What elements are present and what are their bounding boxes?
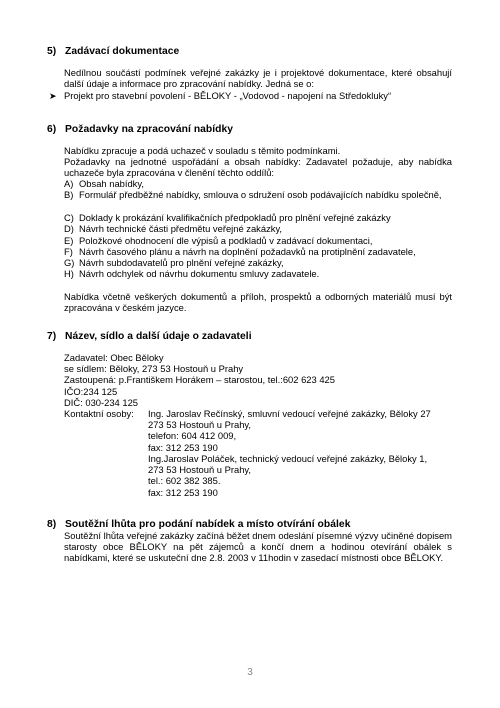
list-item-text: Doklady k prokázání kvalifikačních předpokladů pro plnění veřejné zakázky xyxy=(79,212,391,223)
list-item xyxy=(64,268,454,279)
registered-office: se sídlem: Běloky, 273 53 Hostouň u Prahy xyxy=(64,363,244,374)
list-item xyxy=(64,178,454,189)
section-6-title: Požadavky na zpracování nabídky xyxy=(65,124,234,135)
list-item xyxy=(64,235,454,246)
list-item-text: Návrh subdodavatelů pro plnění veřejné zakázky, xyxy=(79,257,284,268)
arrow-bullet-icon: ➤ xyxy=(49,91,57,101)
section-6-heading xyxy=(47,124,233,135)
section-8-number: 8) xyxy=(47,519,57,530)
list-item xyxy=(64,189,454,200)
section-5-title: Zadávací dokumentace xyxy=(65,46,180,57)
page-number: 3 xyxy=(247,667,253,678)
contact-persons-label: Kontaktní osoby: xyxy=(64,408,134,419)
contact-person-1 xyxy=(148,408,454,453)
section-7-heading xyxy=(47,331,252,342)
section-5-bullet xyxy=(49,90,391,102)
section-8-title: Soutěžní lhůta pro podání nabídek a místo otvírání obálek xyxy=(65,519,351,530)
section-7-title: Název, sídlo a další údaje o zadavateli xyxy=(65,331,252,342)
section-5-heading xyxy=(47,46,179,57)
list-item xyxy=(64,246,454,257)
list-item-letter: G) xyxy=(64,257,75,268)
contact-1-line: 273 53 Hostouň u Prahy, xyxy=(148,419,252,431)
section-6-paragraph-2: Požadavky na jednotné uspořádání a obsah nabídky: Zadavatel požaduje, aby nabídka uchazeče byla zpracována v členění těchto oddílů: xyxy=(64,156,452,179)
section-5-paragraph: Nedílnou součástí podmínek veřejné zakázky je i projektové dokumentace, které obsahují další údaje a informace pro zpracování nabídky. Jedná se o: xyxy=(64,67,452,90)
contact-2-line: 273 53 Hostouň u Prahy, xyxy=(148,464,252,476)
section-8-paragraph: Soutěžní lhůta veřejné zakázky začíná běžet dnem odeslání písemné výzvy učiněné dopisem starosty obce BĚLOKY na pět zájemců a končí dnem a hodinou otevírání obálek s nabídkami, které se uskuteční dne 2.8. 2003 v 11hodin v zasedací místnosti obce BĚLOKY. xyxy=(64,530,452,564)
list-item-text: Návrh odchylek od návrhu dokumentu smluvy zadavatele. xyxy=(79,268,320,279)
company-id: IČO:234 125 xyxy=(64,386,118,397)
section-8-heading xyxy=(47,519,350,530)
list-item-letter: E) xyxy=(64,235,74,246)
contracting-authority: Zadavatel: Obec Běloky xyxy=(64,352,164,363)
list-item-text: Položkové ohodnocení dle výpisů a podkladů v zadávací dokumentaci, xyxy=(79,235,373,246)
contact-1-line: Ing. Jaroslav Rečínský, smluvní vedoucí veřejné zakázky, Běloky 27 xyxy=(148,408,431,419)
contact-2-line: fax: 312 253 190 xyxy=(148,486,218,498)
list-item xyxy=(64,257,454,268)
contact-2-line: tel.: 602 382 385. xyxy=(148,475,221,487)
section-6-paragraph-1: Nabídku zpracuje a podá uchazeč v souladu s těmito podmínkami. xyxy=(64,145,341,156)
list-item-text: Formulář předběžné nabídky, smlouva o sdružení osob podávajících nabídku společně, xyxy=(79,189,442,200)
list-item-letter: F) xyxy=(64,246,73,257)
contact-person-2 xyxy=(148,453,454,498)
list-item-letter: H) xyxy=(64,268,74,279)
section-5-number: 5) xyxy=(47,46,57,57)
list-item-text: Návrh časového plánu a návrh na doplnění požadavků na protiplnění zadavatele, xyxy=(79,246,416,257)
represented-by: Zastoupená: p.Františkem Horákem – starostou, tel.:602 623 425 xyxy=(64,374,335,385)
section-7-number: 7) xyxy=(47,331,57,342)
section-6-paragraph-3: Nabídka včetně veškerých dokumentů a příloh, prospektů a odborných materiálů musí být zpracována v českém jazyce. xyxy=(64,291,452,314)
tax-id: DIČ: 030-234 125 xyxy=(64,397,139,408)
contact-2-line: Ing.Jaroslav Poláček, technický vedoucí veřejné zakázky, Běloky 1, xyxy=(148,453,428,464)
list-item-text: Obsah nabídky, xyxy=(79,178,144,189)
contact-1-line: fax: 312 253 190 xyxy=(148,441,218,453)
list-item xyxy=(64,223,454,234)
list-item-letter: A) xyxy=(64,178,74,189)
contact-1-line: telefon: 604 412 009, xyxy=(148,430,237,442)
section-6-number: 6) xyxy=(47,124,57,135)
list-item-letter: C) xyxy=(64,212,74,223)
list-item-text: Návrh technické části předmětu veřejné zakázky, xyxy=(79,223,283,234)
section-5-bullet-text: Projekt pro stavební povolení - BĚLOKY - „Vodovod - napojení na Středokluky“ xyxy=(64,90,392,101)
list-item xyxy=(64,212,454,223)
list-item-letter: D) xyxy=(64,223,74,234)
list-item-letter: B) xyxy=(64,189,74,200)
